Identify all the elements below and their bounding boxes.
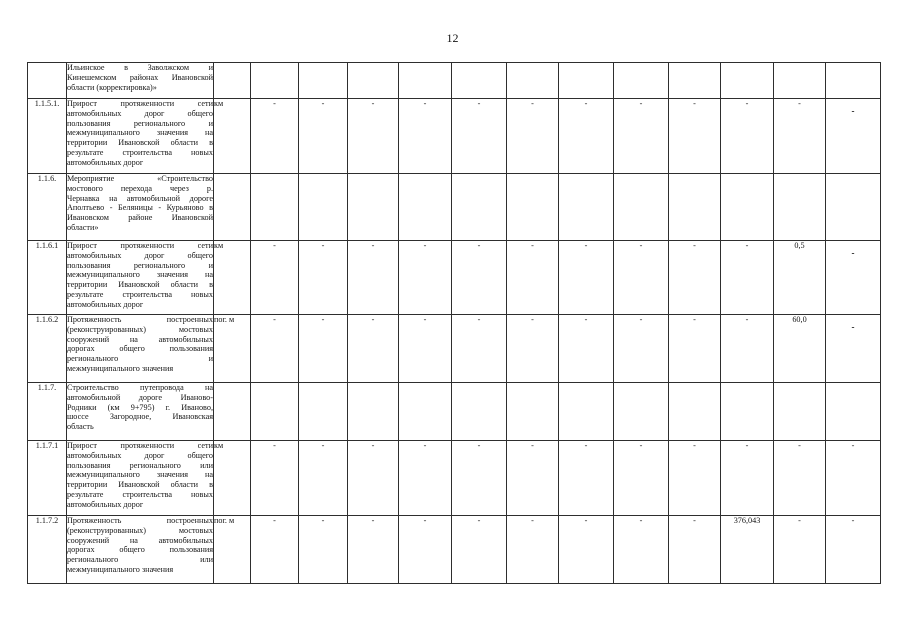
value-cell [826,315,881,383]
value-cell [669,241,721,315]
description-line: результате строительства новых [67,289,213,299]
value-cell [507,441,559,516]
value-cell [774,516,826,584]
value-cell [721,241,774,315]
description-line: пользования регионального и [67,118,213,128]
row-number-cell [28,99,67,174]
value: - [798,516,801,525]
row-number-cell [28,441,67,516]
description-cell [67,63,214,99]
value-cell [399,241,452,315]
table-body [28,63,881,584]
description-line: территории Ивановской области в [67,480,213,490]
value-cell [348,441,399,516]
value-cell [452,516,507,584]
value: - [851,441,855,450]
value-cell [721,99,774,174]
table-row [28,516,881,584]
description-cell [67,174,214,241]
description-line: межмуниципального значения на [67,270,213,280]
value-cell [559,174,614,241]
value-cell [614,315,669,383]
value-cell [348,241,399,315]
description-cell [67,99,214,174]
value: - [371,441,375,450]
table-row [28,441,881,516]
value-cell [774,174,826,241]
value-cell [669,383,721,441]
row-number: 1.1.6. [37,174,57,183]
value: - [423,99,427,108]
description-line: Чернавка на автомобильной дороге [67,193,213,203]
value: - [639,516,643,525]
value: - [584,516,588,525]
unit-cell [214,63,251,99]
value: - [693,516,696,525]
value: - [584,99,588,108]
value-cell [251,441,299,516]
value-cell [399,516,452,584]
description-line: территории Ивановской области в [67,280,213,290]
row-number-cell [28,315,67,383]
value-cell [348,63,399,99]
value-cell [559,241,614,315]
description-line: (реконструированных) мостовых [67,324,213,334]
row-number: 1.1.6.1 [35,241,59,250]
table-row [28,174,881,241]
row-number: 1.1.7. [37,383,57,392]
value: - [477,516,481,525]
value-cell [251,383,299,441]
value: - [371,315,375,324]
value-cell [507,174,559,241]
value-cell [348,383,399,441]
description-line: Прирост протяженности сети [67,241,213,250]
value: - [584,241,588,250]
description-line: автомобильных дорог [67,157,144,167]
description-line: автомобильных дорог общего [67,450,213,460]
value-cell [348,99,399,174]
value: - [693,441,696,450]
value: - [693,241,696,250]
value-cell [826,383,881,441]
description-line: результате строительства новых [67,147,213,157]
description-line: дорогах общего пользования [67,545,213,555]
value-cell [559,63,614,99]
value-cell [669,63,721,99]
description-line: регионального и [67,354,213,364]
description-line: Протяженность построенных [67,516,213,525]
value: - [531,99,534,108]
value: - [321,441,325,450]
value-cell [452,383,507,441]
value: - [798,441,801,450]
value: - [851,516,855,525]
unit-cell [214,516,251,584]
description-line: Строительство путепровода на [67,383,213,392]
value-cell [826,441,881,516]
value-cell [251,241,299,315]
value: - [639,315,643,324]
value-cell [507,241,559,315]
value: - [745,241,749,250]
value-cell [452,174,507,241]
value-cell [452,241,507,315]
value-cell [826,174,881,241]
value-cell [826,241,881,315]
value: - [639,241,643,250]
value-cell [614,241,669,315]
value-cell [299,441,348,516]
value-cell [826,516,881,584]
value-cell [399,99,452,174]
value-cell [452,99,507,174]
value-cell [399,174,452,241]
value: - [477,99,481,108]
description-line: дорогах общего пользования [67,344,213,354]
row-number: 1.1.5.1. [34,99,60,108]
description-line: сооружений на автомобильных [67,535,213,545]
description-line: межмуниципального значения [67,564,174,574]
value: - [531,441,534,450]
unit-cell [214,315,251,383]
value-cell [452,63,507,99]
unit-label: км [214,241,224,250]
value-cell [251,174,299,241]
value-cell [348,315,399,383]
value-cell [452,315,507,383]
value: 0,5 [794,241,805,250]
value-cell [721,174,774,241]
value-cell [559,383,614,441]
value-cell [774,441,826,516]
value: 60,0 [792,315,807,324]
value: - [851,322,855,332]
description-line: Аполтьево - Беляницы - Курьяново в [67,203,213,213]
description-line: мостового перехода через р. [67,183,213,193]
value: - [423,315,427,324]
data-table [27,62,881,584]
description-line: Протяженность построенных [67,315,213,324]
value-cell [251,315,299,383]
unit-cell [214,174,251,241]
table-row [28,315,881,383]
value: - [639,99,643,108]
value: - [531,315,534,324]
value-cell [507,516,559,584]
row-number-cell [28,383,67,441]
value: - [273,315,276,324]
value: - [273,241,276,250]
value-cell [299,63,348,99]
description-line: результате строительства новых [67,489,213,499]
value: - [273,441,276,450]
description-line: автомобильных дорог [67,499,144,509]
value-cell [251,99,299,174]
page-number: 12 [446,31,459,45]
description-line: Мероприятие «Строительство [67,174,213,183]
value-cell [774,315,826,383]
unit-cell [214,241,251,315]
value-cell [399,383,452,441]
description-line: пользования регионального и [67,260,213,270]
value-cell [299,174,348,241]
unit-cell [214,441,251,516]
unit-label: км [214,441,224,450]
description-line: области» [67,222,99,232]
value-cell [614,99,669,174]
value: - [745,315,749,324]
value-cell [614,174,669,241]
description-line: территории Ивановской области в [67,138,213,148]
value: - [584,315,588,324]
value-cell [299,241,348,315]
value-cell [348,174,399,241]
value: - [371,516,375,525]
value-cell [614,441,669,516]
value-cell [614,516,669,584]
value: - [745,441,749,450]
table-row [28,99,881,174]
value-cell [559,315,614,383]
value: - [477,241,481,250]
description-line: межмуниципального значения на [67,470,213,480]
value: - [851,106,855,116]
value: - [423,441,427,450]
description-cell [67,315,214,383]
value: - [321,315,325,324]
value-cell [399,63,452,99]
value-cell [299,99,348,174]
value-cell [721,383,774,441]
description-line: межмуниципального значения на [67,128,213,138]
row-number-cell [28,63,67,99]
value: - [693,99,696,108]
value-cell [299,383,348,441]
value-cell [826,63,881,99]
value: - [477,441,481,450]
description-line: Ильинское в Заволжском и [67,63,213,72]
value-cell [507,63,559,99]
value-cell [721,63,774,99]
row-number-cell [28,241,67,315]
description-line: пользования регионального или [67,460,213,470]
row-number: 1.1.6.2 [35,315,59,324]
value-cell [669,315,721,383]
table-row [28,241,881,315]
value-cell [614,63,669,99]
unit-label: пог. м [214,315,235,324]
value: - [531,516,534,525]
value: - [321,99,325,108]
unit-cell [214,383,251,441]
value: - [851,248,855,258]
description-line: (реконструированных) мостовых [67,525,213,535]
value-cell [452,441,507,516]
value-cell [721,315,774,383]
value-cell [614,383,669,441]
value: - [477,315,481,324]
value-cell [774,99,826,174]
value: - [531,241,534,250]
description-line: Прирост протяженности сети [67,441,213,450]
value-cell [507,383,559,441]
value-cell [507,99,559,174]
value-cell [251,516,299,584]
description-line: Прирост протяженности сети [67,99,213,108]
value-cell [559,441,614,516]
row-number: 1.1.7.1 [35,441,59,450]
value-cell [774,383,826,441]
value-cell [669,174,721,241]
description-line: Родники (км 9+795) г. Иваново, [67,402,213,412]
unit-cell [214,99,251,174]
description-cell [67,241,214,315]
unit-label: км [214,99,224,108]
value-cell [507,315,559,383]
value-cell [774,63,826,99]
row-number-cell [28,174,67,241]
description-line: область [67,422,94,432]
value-cell [721,441,774,516]
value-cell [299,315,348,383]
row-number-cell [28,516,67,584]
value: - [584,441,588,450]
description-line: регионального или [67,555,213,565]
value: - [371,99,375,108]
description-line: автомобильных дорог [67,299,144,309]
description-line: межмуниципального значения [67,363,174,373]
description-cell [67,383,214,441]
value-cell [669,99,721,174]
value: - [798,99,801,108]
value-cell [669,516,721,584]
description-line: Ивановском районе Ивановской [67,213,213,223]
value-cell [826,99,881,174]
value: - [745,99,749,108]
value-cell [399,441,452,516]
value-cell [299,516,348,584]
value: - [371,241,375,250]
table-row [28,383,881,441]
description-line: области (корректировка)» [67,82,157,92]
description-line: автомобильных дорог общего [67,108,213,118]
description-line: автомобильной дороге Иваново- [67,392,213,402]
description-cell [67,516,214,584]
value: - [693,315,696,324]
unit-label: пог. м [214,516,235,525]
value: - [423,516,427,525]
value: - [423,241,427,250]
value-cell [721,516,774,584]
value-cell [774,241,826,315]
value-cell [348,516,399,584]
table-row [28,63,881,99]
value-cell [669,441,721,516]
value: 376,043 [733,516,761,525]
value-cell [399,315,452,383]
value: - [273,99,276,108]
description-line: шоссе Загородное, Ивановская [67,412,213,422]
description-line: автомобильных дорог общего [67,250,213,260]
value: - [321,516,325,525]
value: - [321,241,325,250]
value-cell [251,63,299,99]
value-cell [559,99,614,174]
row-number: 1.1.7.2 [35,516,59,525]
value: - [273,516,276,525]
description-line: сооружений на автомобильных [67,334,213,344]
description-line: Кинешемском районах Ивановской [67,72,213,82]
description-cell [67,441,214,516]
value-cell [559,516,614,584]
value: - [639,441,643,450]
